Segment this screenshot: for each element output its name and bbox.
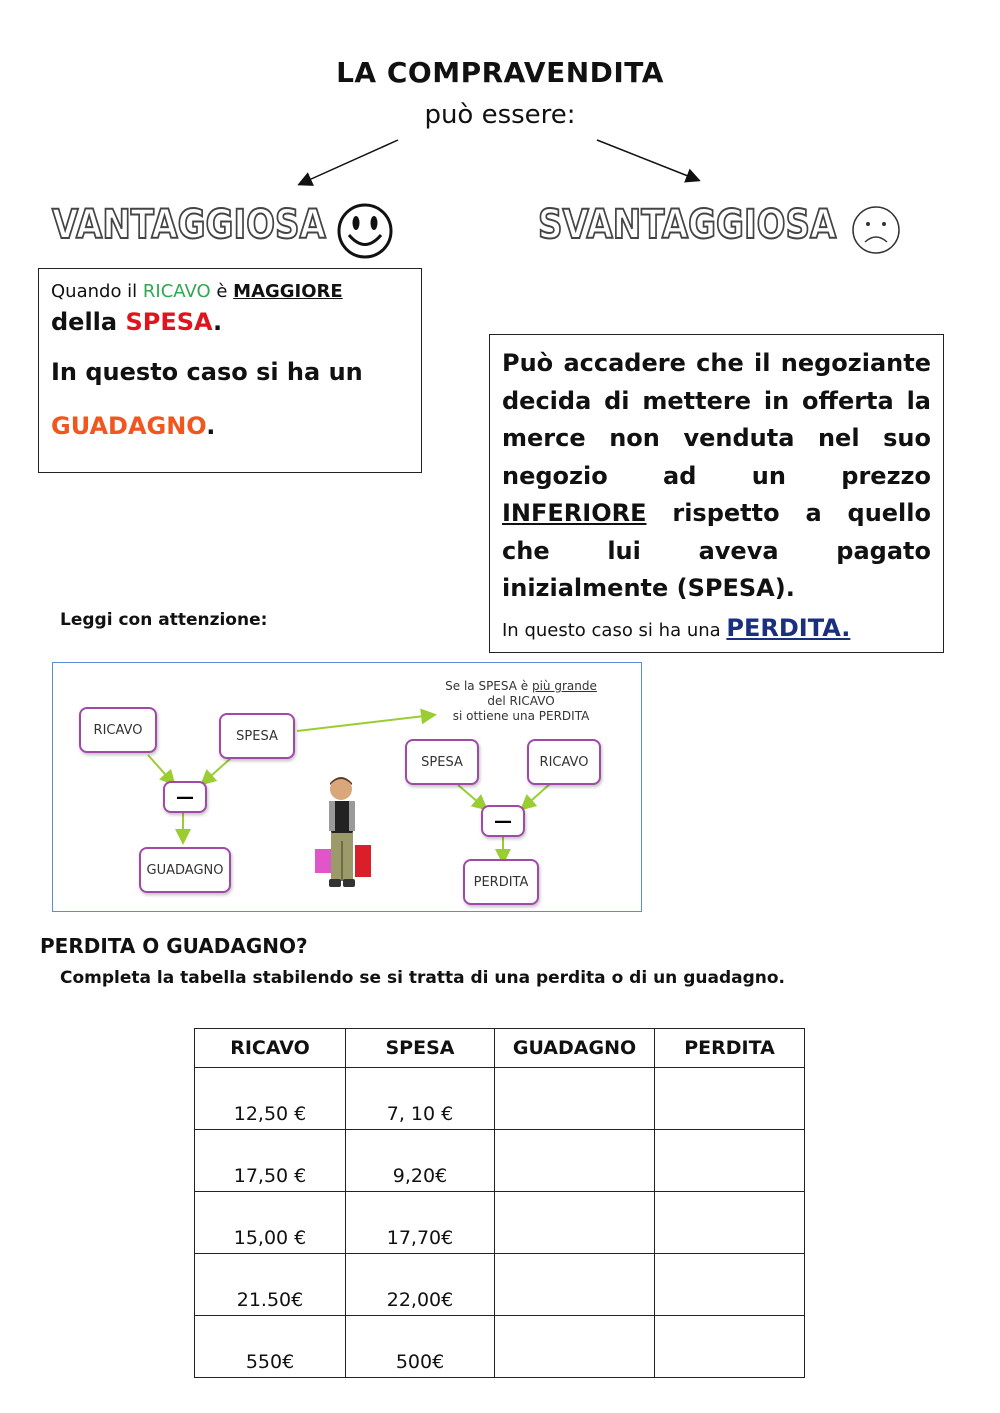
heading-vantaggiosa: VANTAGGIOSA: [52, 202, 326, 248]
cell-perdita-input[interactable]: [655, 1192, 805, 1254]
concept-diagram: [52, 662, 642, 912]
cell-perdita-input[interactable]: [655, 1316, 805, 1378]
vantaggiosa-definition-box: [38, 268, 422, 473]
inferiore-word: INFERIORE: [502, 499, 647, 527]
arrow-right: [597, 140, 698, 180]
header-guadagno: GUADAGNO: [495, 1029, 655, 1068]
perdita-word: PERDITA.: [726, 613, 851, 642]
cell-guadagno-input[interactable]: [495, 1254, 655, 1316]
exercise-instruction: Completa la tabella stabilendo se si tratta di una perdita o di un guadagno.: [60, 968, 785, 988]
node-ricavo: RICAVO: [79, 707, 157, 753]
sad-face-icon: [850, 204, 902, 256]
cell-guadagno-input[interactable]: [495, 1316, 655, 1378]
cell-ricavo: 21.50€: [195, 1254, 346, 1316]
table-header-row: [195, 1029, 805, 1068]
cell-ricavo: 15,00 €: [195, 1192, 346, 1254]
svantaggiosa-definition-box: [489, 334, 944, 653]
arrow-left: [300, 140, 398, 184]
page-title: LA COMPRAVENDITA: [336, 56, 664, 89]
node-ricavo-2: RICAVO: [527, 739, 601, 785]
table-row: [195, 1192, 805, 1254]
table-row: [195, 1316, 805, 1378]
svantaggiosa-paragraph: Può accadere che il negoziante decida di mettere in offerta la merce non venduta nel suo negozio ad un prezzo INFERIORE rispetto a quello che lui aveva pagato inizialmente (SPESA).: [502, 349, 931, 602]
cell-perdita-input[interactable]: [655, 1254, 805, 1316]
guadagno-word: GUADAGNO: [51, 412, 207, 440]
perdita-line: In questo caso si ha una PERDITA.: [502, 613, 851, 642]
read-carefully-label: Leggi con attenzione:: [60, 610, 268, 630]
cell-spesa: 17,70€: [346, 1192, 495, 1254]
definition-line-2: della SPESA.: [51, 308, 223, 336]
diagram-note: Se la SPESA è più grande del RICAVO si ottiene una PERDITA: [445, 679, 597, 723]
definition-line-4: GUADAGNO.: [51, 412, 216, 440]
exercise-table: [194, 1028, 805, 1378]
exercise-heading: PERDITA O GUADAGNO?: [40, 934, 308, 958]
cell-spesa: 500€: [346, 1316, 495, 1378]
node-perdita: PERDITA: [463, 859, 539, 905]
cell-perdita-input[interactable]: [655, 1130, 805, 1192]
cell-ricavo: 17,50 €: [195, 1130, 346, 1192]
table-row: [195, 1254, 805, 1316]
node-minus: —: [163, 781, 207, 813]
cell-perdita-input[interactable]: [655, 1068, 805, 1130]
cell-spesa: 7, 10 €: [346, 1068, 495, 1130]
definition-line-3: In questo caso si ha un: [51, 358, 363, 386]
cell-ricavo: 550€: [195, 1316, 346, 1378]
cell-spesa: 22,00€: [346, 1254, 495, 1316]
definition-line-1: Quando il RICAVO è MAGGIORE: [51, 281, 343, 302]
cell-spesa: 9,20€: [346, 1130, 495, 1192]
header-spesa: SPESA: [346, 1029, 495, 1068]
header-perdita: PERDITA: [655, 1029, 805, 1068]
cell-guadagno-input[interactable]: [495, 1192, 655, 1254]
shopper-figure: [311, 773, 381, 903]
smiley-face-icon: [336, 202, 394, 260]
branch-arrows: [0, 0, 1000, 200]
node-spesa-2: SPESA: [405, 739, 479, 785]
cell-guadagno-input[interactable]: [495, 1130, 655, 1192]
node-guadagno: GUADAGNO: [139, 847, 231, 893]
cell-guadagno-input[interactable]: [495, 1068, 655, 1130]
heading-svantaggiosa: SVANTAGGIOSA: [538, 202, 837, 248]
table-row: [195, 1068, 805, 1130]
table-row: [195, 1130, 805, 1192]
cell-ricavo: 12,50 €: [195, 1068, 346, 1130]
node-minus-2: —: [481, 805, 525, 837]
header-ricavo: RICAVO: [195, 1029, 346, 1068]
node-spesa: SPESA: [219, 713, 295, 759]
page-subtitle: può essere:: [424, 100, 576, 130]
